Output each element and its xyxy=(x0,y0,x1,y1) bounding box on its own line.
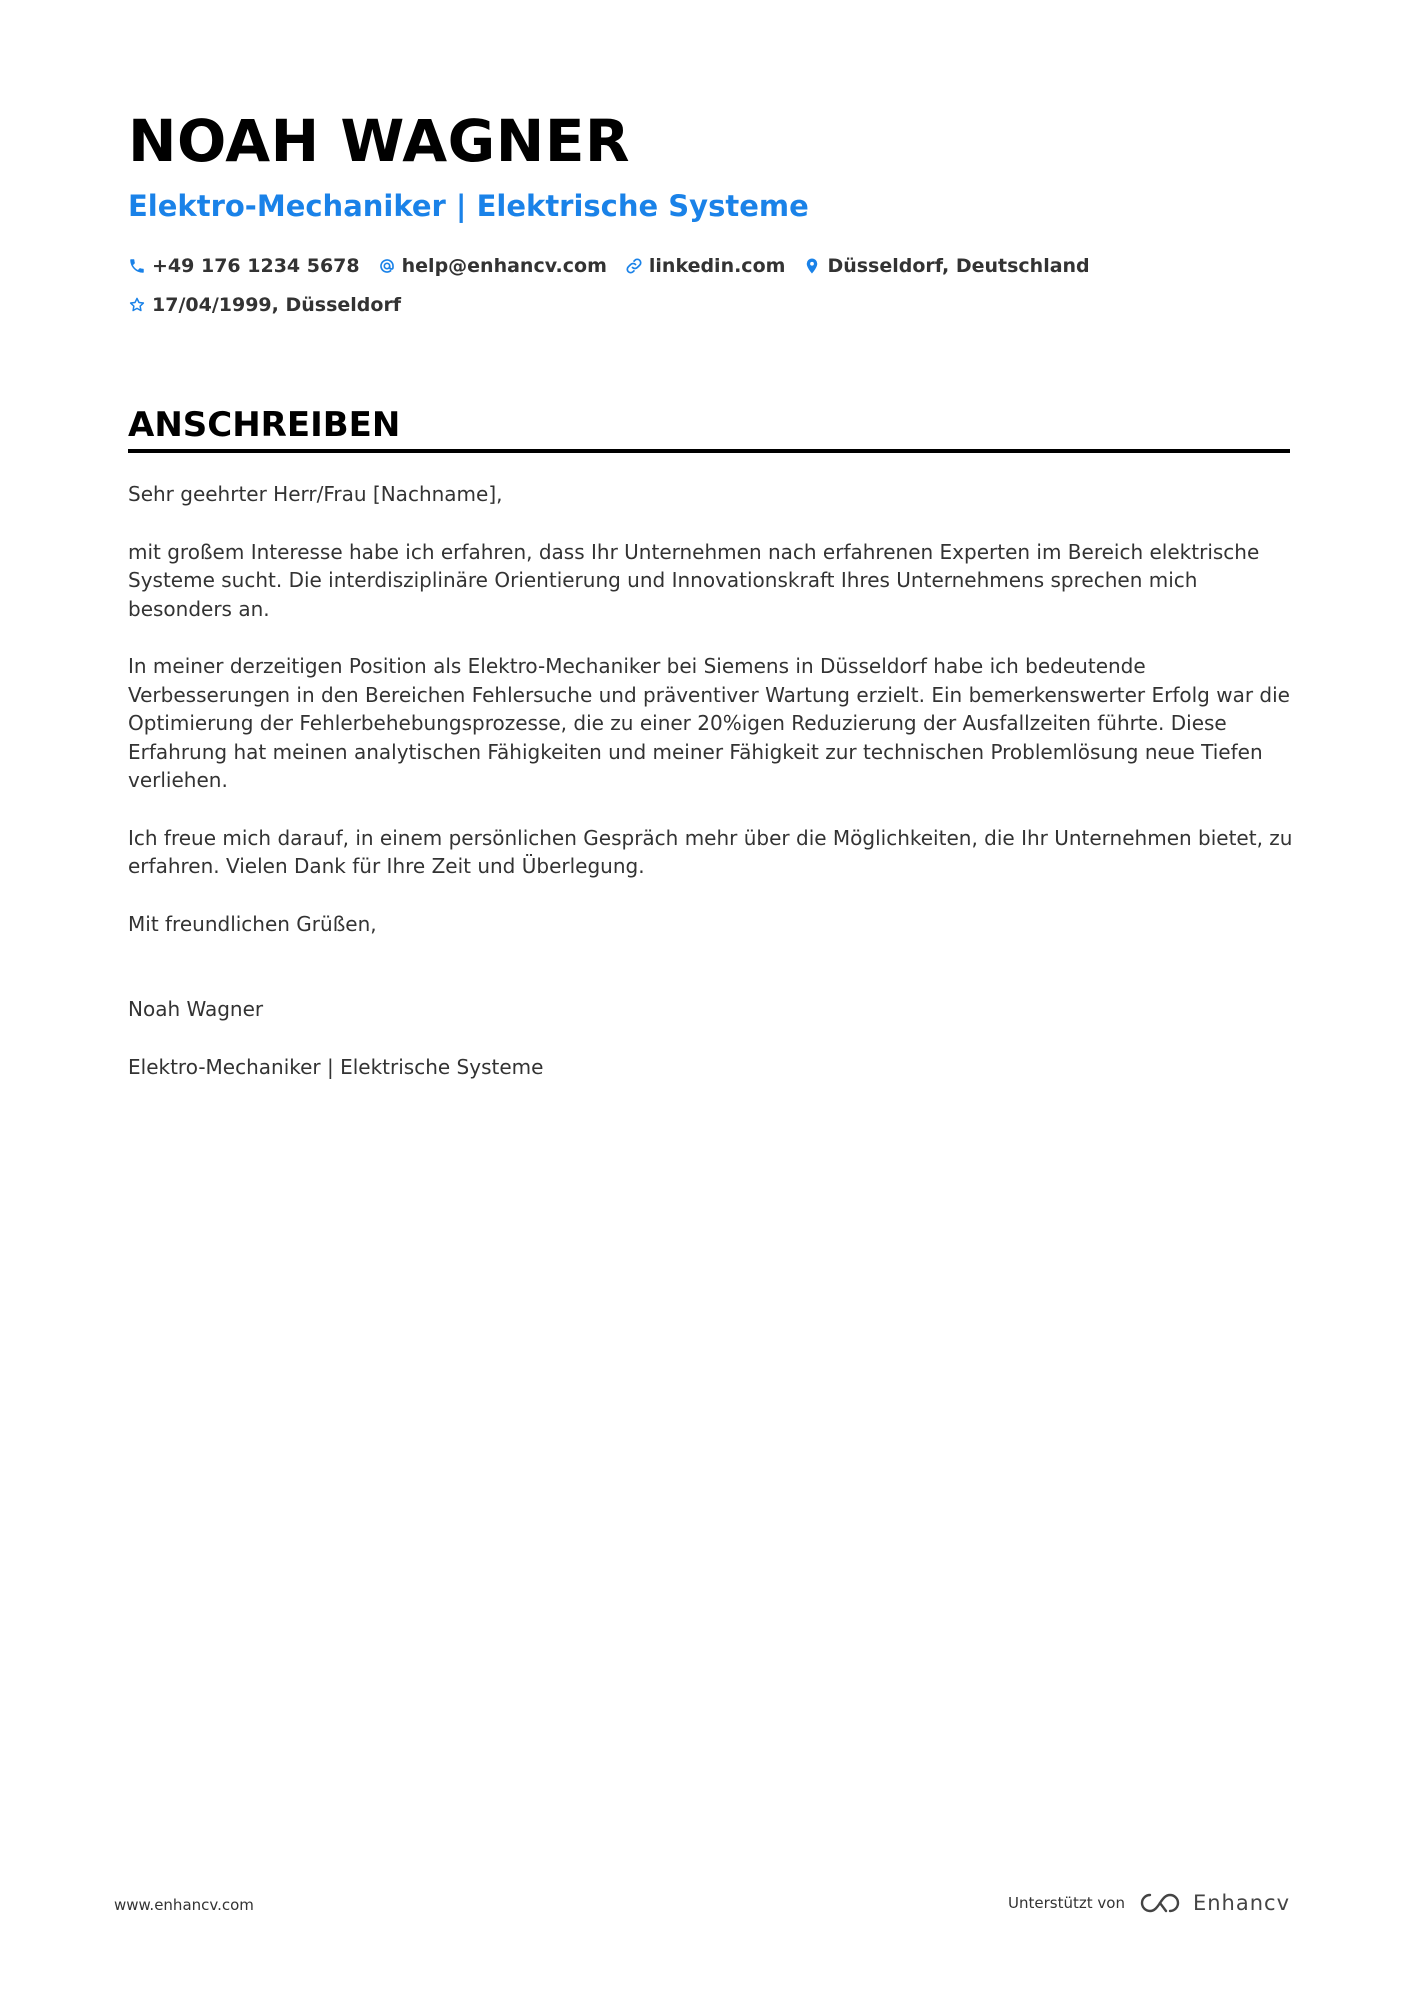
footer-branding xyxy=(1008,1890,1290,1916)
section-title: ANSCHREIBEN xyxy=(128,405,401,445)
location-pin-icon xyxy=(803,257,821,275)
phone-icon xyxy=(128,257,146,275)
star-icon xyxy=(128,296,146,314)
link-icon xyxy=(625,257,643,275)
contact-email xyxy=(378,255,607,277)
contact-location xyxy=(803,255,1089,277)
contact-phone xyxy=(128,255,360,277)
contact-row xyxy=(128,255,1108,277)
contact-linkedin-text: linkedin.com xyxy=(648,255,786,277)
letter-paragraph: In meiner derzeitigen Position als Elektro-Mechaniker bei Siemens in Düsseldorf habe ich bedeutende Verbesserungen in den Bereichen Fehlersuche und präventiver Wartung erzielt. Ein bemerkenswerter Erfolg war die Optimierung der Fehlerbehebungsprozesse, die zu einer 20%igen Reduzierung der Ausfallzeiten führte. Diese Erfahrung hat meinen analytischen Fähigkeiten und meiner Fähigkeit zur technischen Problemlösung neue Tiefen verliehen. xyxy=(128,654,1290,792)
contact-location-text: Düsseldorf, Deutschland xyxy=(827,255,1090,277)
birth-info xyxy=(128,294,401,316)
powered-by-text: Unterstützt von xyxy=(1008,1894,1125,1912)
birth-info-text: 17/04/1999, Düsseldorf xyxy=(152,294,402,316)
enhancv-wordmark: Enhancv xyxy=(1192,1891,1290,1915)
contact-linkedin xyxy=(625,255,786,277)
applicant-name: NOAH WAGNER xyxy=(128,107,631,175)
salutation: Sehr geehrter Herr/Frau [Nachname], xyxy=(128,482,503,506)
at-icon xyxy=(378,257,396,275)
contact-email-text: help@enhancv.com xyxy=(401,255,607,277)
letter-paragraph: Ich freue mich darauf, in einem persönlichen Gespräch mehr über die Möglichkeiten, die Ihr Unternehmen bietet, zu erfahren. Vielen Dank für Ihre Zeit und Überlegung. xyxy=(128,825,1293,878)
footer-website[interactable]: www.enhancv.com xyxy=(114,1896,254,1914)
letter-body xyxy=(128,480,1294,1081)
contact-phone-text: +49 176 1234 5678 xyxy=(152,255,360,277)
signature-name: Noah Wagner xyxy=(128,997,264,1021)
section-divider xyxy=(128,449,1290,453)
extra-row xyxy=(128,294,419,316)
enhancv-logo-icon xyxy=(1137,1890,1183,1916)
signature-title: Elektro-Mechaniker | Elektrische Systeme xyxy=(128,1054,544,1079)
letter-paragraph: mit großem Interesse habe ich erfahren, dass Ihr Unternehmen nach erfahrenen Experten im Bereich elektrische Systeme sucht. Die interdisziplinäre Orientierung und Innovationskraft Ihres Unternehmens sprechen mich besonders an. xyxy=(128,539,1260,621)
closing: Mit freundlichen Grüßen, xyxy=(128,911,377,936)
applicant-title: Elektro-Mechaniker | Elektrische Systeme xyxy=(128,189,809,223)
